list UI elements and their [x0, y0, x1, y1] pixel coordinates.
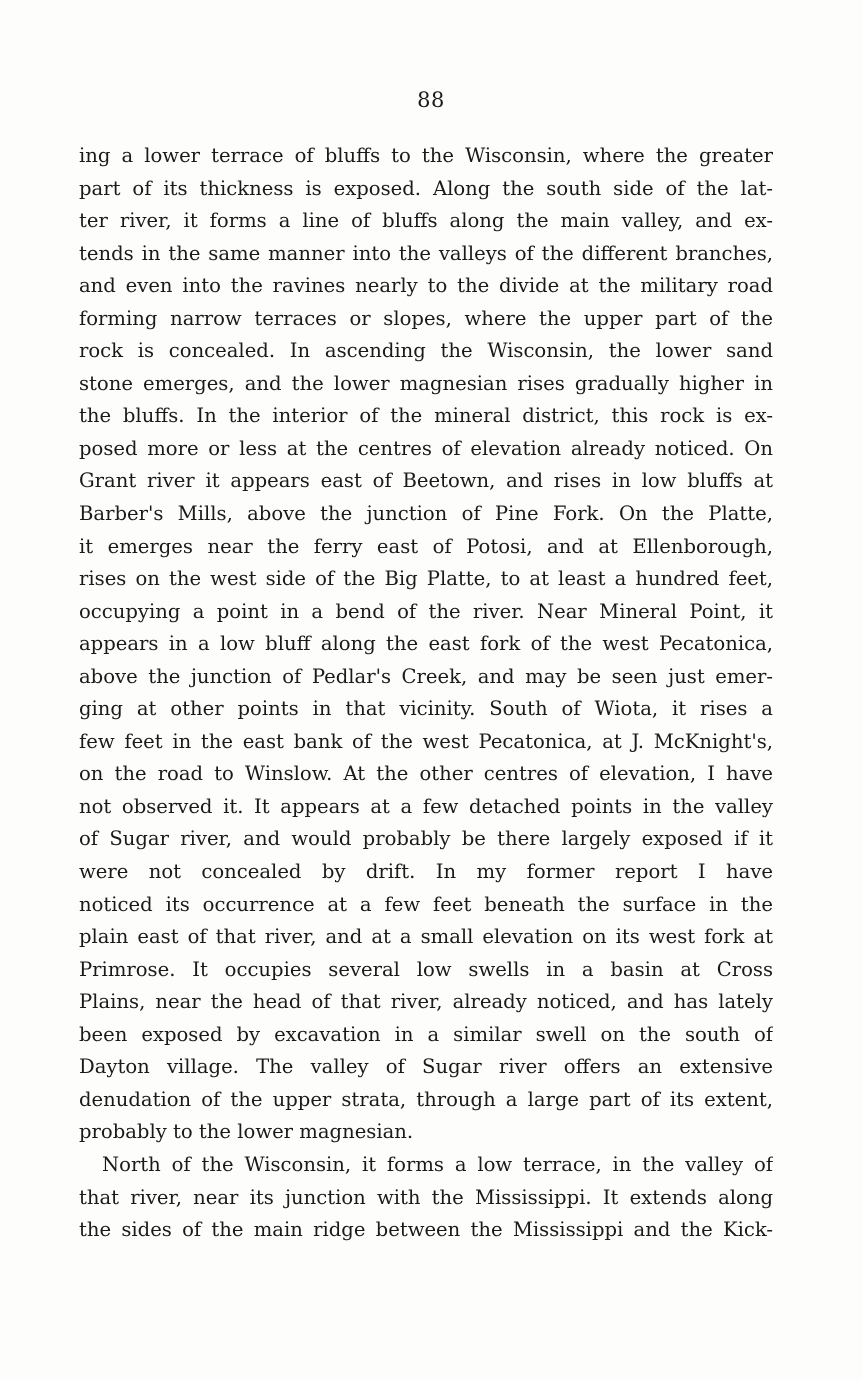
text-line: not observed it. It appears at a few detached points in the valley — [79, 794, 773, 818]
text-line: few feet in the east bank of the west Pecatonica, at J. McKnight's, — [79, 729, 773, 753]
text-line: it emerges near the ferry east of Potosi, and at Ellenborough, — [79, 534, 773, 558]
text-line: plain east of that river, and at a small elevation on its west fork at — [79, 925, 773, 949]
text-line: ging at other points in that vicinity. South of Wiota, it rises a — [79, 697, 773, 721]
text-line: were not concealed by drift. In my former report I have — [79, 860, 773, 884]
text-line: part of its thickness is exposed. Along the south side of the lat- — [79, 176, 773, 200]
text-line: rises on the west side of the Big Platte, to at least a hundred feet, — [79, 567, 773, 591]
text-line: Barber's Mills, above the junction of Pine Fork. On the Platte, — [79, 502, 773, 526]
text-line: noticed its occurrence at a few feet beneath the surface in the — [79, 892, 773, 916]
text-line: the sides of the main ridge between the Mississippi and the Kick- — [79, 1218, 773, 1242]
text-line: posed more or less at the centres of elevation already noticed. On — [79, 436, 773, 460]
paragraph-last-line: probably to the lower magnesian. — [79, 1120, 414, 1144]
text-line: appears in a low bluff along the east fork of the west Pecatonica, — [79, 632, 773, 656]
text-line: been exposed by excavation in a similar swell on the south of — [79, 1022, 773, 1046]
text-line: that river, near its junction with the Mississippi. It extends along — [79, 1185, 773, 1209]
text-line: denudation of the upper strata, through a large part of its extent, — [79, 1087, 773, 1111]
text-line: Grant river it appears east of Beetown, and rises in low bluffs at — [79, 469, 773, 493]
text-line: Primrose. It occupies several low swells in a basin at Cross — [79, 957, 773, 981]
text-line: ing a lower terrace of bluffs to the Wisconsin, where the greater — [79, 144, 773, 167]
text-line: forming narrow terraces or slopes, where the upper part of the — [79, 306, 773, 330]
body-text — [79, 140, 773, 1247]
text-line: occupying a point in a bend of the river. Near Mineral Point, it — [79, 599, 773, 623]
text-line: ter river, it forms a line of bluffs along the main valley, and ex- — [79, 209, 773, 233]
page-number: 88 — [417, 88, 445, 112]
paragraph-first-line: North of the Wisconsin, it forms a low terrace, in the valley of — [102, 1152, 773, 1176]
text-line: rock is concealed. In ascending the Wisconsin, the lower sand — [79, 339, 773, 363]
text-line: tends in the same manner into the valleys of the different branches, — [79, 241, 773, 265]
text-line: Plains, near the head of that river, already noticed, and has lately — [79, 990, 773, 1014]
text-line: above the junction of Pedlar's Creek, and may be seen just emer- — [79, 664, 773, 688]
text-line: stone emerges, and the lower magnesian rises gradually higher in — [79, 371, 773, 395]
text-line: and even into the ravines nearly to the divide at the military road — [79, 274, 773, 298]
text-line: on the road to Winslow. At the other centres of elevation, I have — [79, 762, 773, 786]
text-line: the bluffs. In the interior of the mineral district, this rock is ex- — [79, 404, 773, 428]
text-line: Dayton village. The valley of Sugar river offers an extensive — [79, 1055, 773, 1079]
text-line: of Sugar river, and would probably be there largely exposed if it — [79, 827, 773, 851]
